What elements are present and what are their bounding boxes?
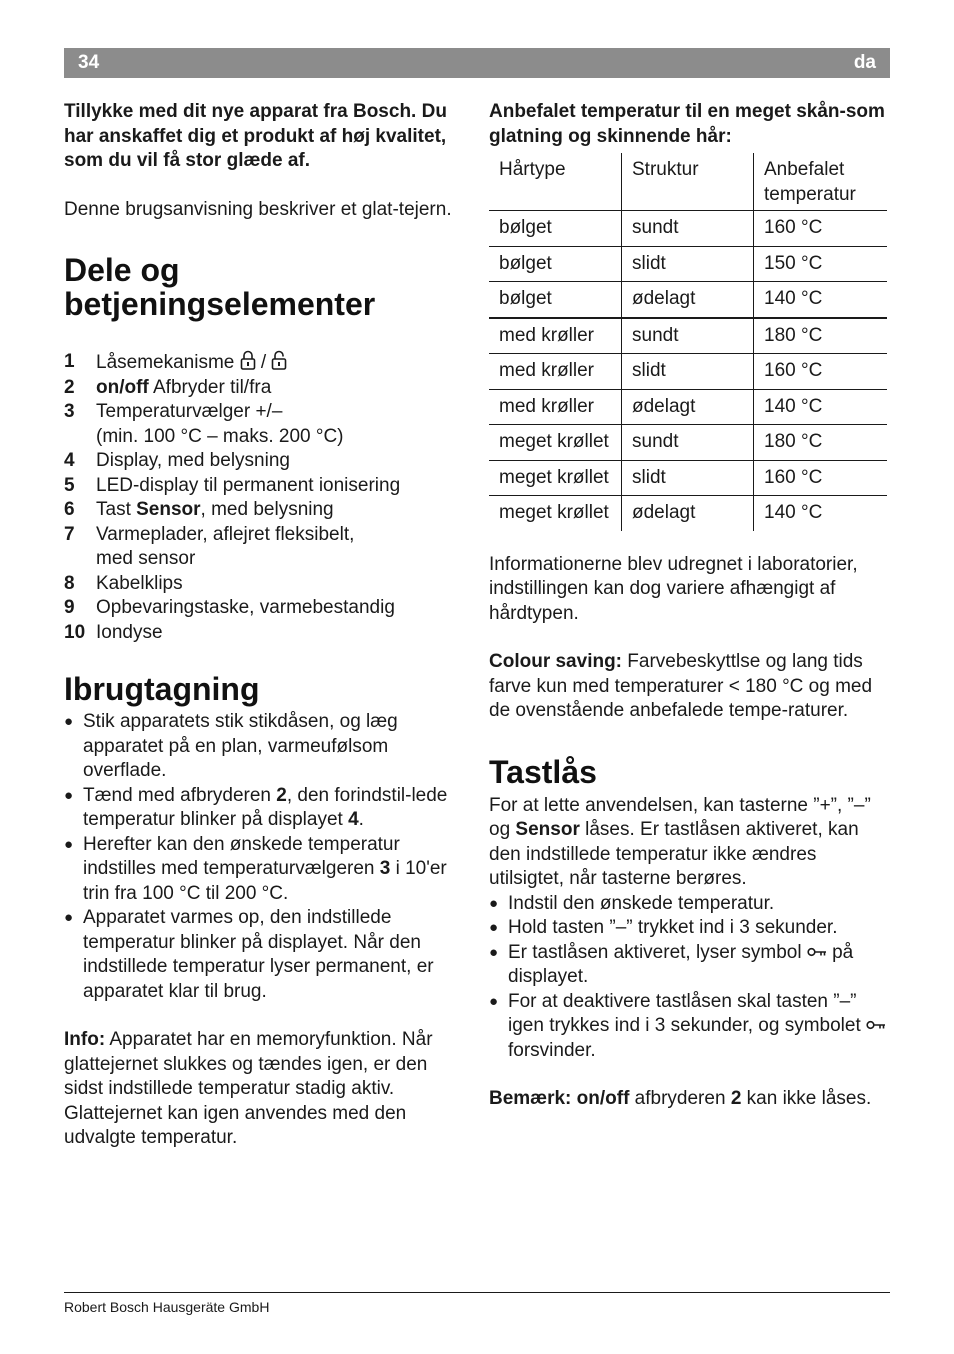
parts-item: 1 Låsemekanisme /: [64, 350, 464, 376]
table-row: meget krøllet slidt 160 °C: [489, 460, 887, 496]
parts-item: 10 Iondyse: [64, 621, 163, 643]
intro-text: Tillykke med dit nye apparat fra Bosch. Du har anskaffet dig et produkt af høj kvalitet, som du vil få stor glæde af.: [64, 101, 447, 171]
parts-item: 8 Kabelklips: [64, 572, 183, 594]
temperature-table: [489, 153, 887, 531]
list-item: ● Apparatet varmes op, den indstillede temperatur blinker på displayet. Når den indstillede temperatur lyser permanent, er apparatet klar til brug.: [64, 906, 464, 1004]
table-row: bølget sundt 160 °C: [489, 211, 887, 247]
parts-item: 5 LED-display til permanent ionisering: [64, 474, 401, 496]
page-header: [64, 48, 890, 78]
table-header-cell: Struktur: [622, 153, 754, 211]
parts-item: 3 Temperaturvælger +/– (min. 100 °C – maks. 200 °C): [64, 401, 344, 447]
table-header-row: [489, 153, 887, 211]
parts-heading: Dele og betjeningselementer: [64, 252, 376, 322]
description-text: Denne brugsanvisning beskriver et glat-tejern.: [64, 198, 452, 220]
list-item: ● Herefter kan den ønskede temperatur indstilles med temperaturvælgeren 3 i 10'er trin fra 100 °C til 200 °C.: [64, 833, 464, 907]
parts-item: 7 Varmeplader, aflejret fleksibelt, med sensor: [64, 523, 355, 569]
left-column: [64, 100, 464, 1151]
language-code: da: [853, 52, 876, 73]
page-number: 34: [78, 52, 100, 73]
lock-bullet-list: [489, 892, 889, 1064]
footer-divider: [64, 1292, 890, 1293]
table-row: bølget slidt 150 °C: [489, 246, 887, 282]
list-item: ● For at deaktivere tastlåsen skal tasten ”–” igen trykkes ind i 3 sekunder, og symbolet forsvinder.: [489, 990, 889, 1064]
lock-heading: Tastlås: [489, 753, 597, 790]
colour-saving-paragraph: Colour saving: Farvebeskyttlse og lang tids farve kun med temperaturer < 180 °C og med de ovenstående anbefalede tempe-raturer.: [489, 651, 873, 721]
table-row: bølget ødelagt 140 °C: [489, 282, 887, 318]
list-item: ● Tænd med afbryderen 2, den forindstil-lede temperatur blinker på displayet 4.: [64, 784, 464, 833]
table-row: med krøller ødelagt 140 °C: [489, 389, 887, 425]
info-paragraph: Info: Apparatet har en memoryfunktion. Når glattejernet slukkes og tændes igen, er den sidst indstillede temperatur stadig aktiv. Glattejernet kan igen anvendes med den udvalgte temperatur.: [64, 1029, 433, 1148]
list-item: ● Hold tasten ”–” trykket ind i 3 sekunder.: [489, 916, 889, 941]
table-header-cell: Anbefalet temperatur: [754, 153, 888, 211]
parts-list: [64, 350, 464, 645]
table-header-cell: Hårtype: [489, 153, 622, 211]
lock-open-icon: [271, 350, 287, 370]
key-icon: [807, 947, 827, 957]
list-item: ● Stik apparatets stik stikdåsen, og læg apparatet på en plan, varmeufølsom overflade.: [64, 710, 464, 784]
key-icon: [866, 1020, 886, 1030]
footer-company: Robert Bosch Hausgeräte GmbH: [64, 1299, 270, 1315]
table-row: med krøller slidt 160 °C: [489, 354, 887, 390]
list-item: ● Er tastlåsen aktiveret, lyser symbol på displayet.: [489, 941, 889, 990]
use-bullet-list: [64, 710, 464, 1004]
parts-item: 6 Tast Sensor, med belysning: [64, 499, 334, 520]
table-row: meget krøllet ødelagt 140 °C: [489, 496, 887, 531]
table-title: Anbefalet temperatur til en meget skån-som glatning og skinnende hår:: [489, 101, 885, 147]
parts-item: 2 on/off Afbryder til/fra: [64, 376, 272, 398]
parts-item: 9 Opbevaringstaske, varmebestandig: [64, 597, 395, 618]
table-row: meget krøllet sundt 180 °C: [489, 425, 887, 461]
lab-info-paragraph: Informationerne blev udregnet i laboratorier, indstillingen kan dog variere afhængigt af hårdtypen.: [489, 553, 858, 624]
table-row: med krøller sundt 180 °C: [489, 318, 887, 354]
parts-item: 4 Display, med belysning: [64, 450, 290, 471]
right-column: [489, 100, 889, 1112]
lock-intro: For at lette anvendelsen, kan tasterne ”+”, ”–” og Sensor låses. Er tastlåsen aktiveret, kan den indstillede temperatur ikke ændres utilsigtet, når tasterne berøres.: [489, 794, 871, 889]
lock-closed-icon: [240, 350, 256, 370]
list-item: ● Indstil den ønskede temperatur.: [489, 892, 889, 917]
note-paragraph: Bemærk: on/off afbryderen 2 kan ikke låses.: [489, 1088, 872, 1109]
use-heading: Ibrugtagning: [64, 671, 260, 707]
